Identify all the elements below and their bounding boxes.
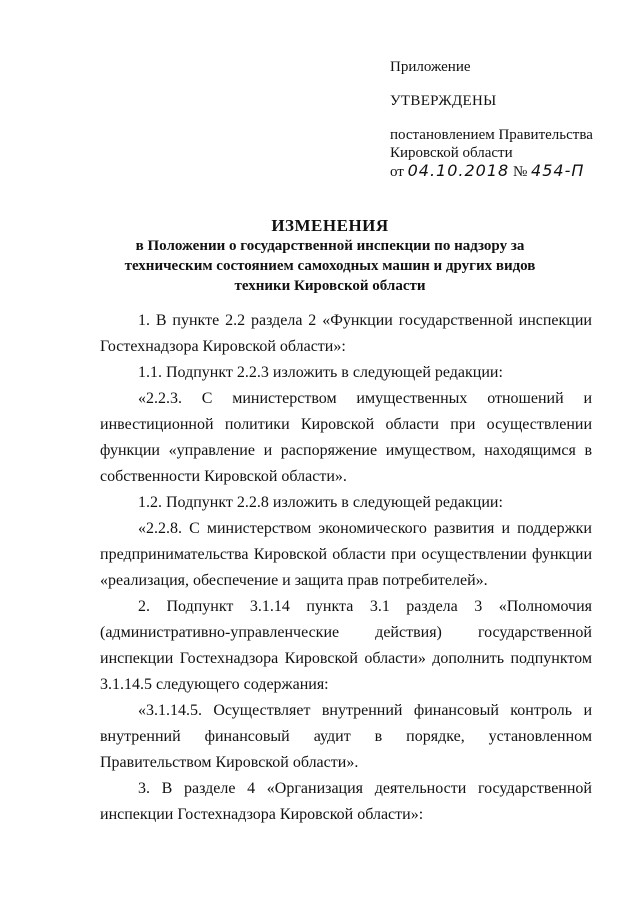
paragraph-2-2-8: «2.2.8. С министерством экономического развития и поддержки предпринимательства Кировской области при осуществлении функции «реализация, обеспечение и защита прав потребителей». xyxy=(100,520,592,589)
heading-subtitle-line-1: в Положении о государственной инспекции по надзору за xyxy=(135,238,525,254)
document-body xyxy=(100,308,592,828)
handwritten-number: 454-П xyxy=(531,161,585,180)
paragraph-2-2-3: «2.2.3. С министерством имущественных отношений и инвестиционной политики Кировской области при осуществлении функции «управление и распоряжение имуществом, находящимся в собственности Кировской области». xyxy=(100,390,592,485)
heading-subtitle-line-2: техническим состоянием самоходных машин и других видов xyxy=(124,258,536,274)
approved-label: УТВЕРЖДЕНЫ xyxy=(390,93,497,109)
document-heading xyxy=(110,216,550,296)
resolution-date-line xyxy=(390,162,630,181)
paragraph-1: 1. В пункте 2.2 раздела 2 «Функции государственной инспекции Гостехнадзора Кировской области»: xyxy=(100,312,592,355)
heading-subtitle-line-3: техники Кировской области xyxy=(234,278,426,294)
handwritten-date: 04.10.2018 xyxy=(407,161,510,180)
resolution-line-2: Кировской области xyxy=(390,145,513,161)
paragraph-1-1: 1.1. Подпункт 2.2.3 изложить в следующей редакции: xyxy=(138,364,503,381)
date-prefix: от xyxy=(390,164,404,180)
resolution-line-1: постановлением Правительства xyxy=(390,127,593,143)
paragraph-3: 3. В разделе 4 «Организация деятельности государственной инспекции Гостехнадзора Кировской области»: xyxy=(100,780,592,823)
paragraph-2: 2. Подпункт 3.1.14 пункта 3.1 раздела 3 «Полномочия (административно-управленческие действия) государственной инспекции Гостехнадзора Кировской области» дополнить подпунктом 3.1.14.5 следующего содержания: xyxy=(100,598,592,693)
paragraph-3-1-14-5: «3.1.14.5. Осуществляет внутренний финансовый контроль и внутренний финансовый аудит в порядке, установленном Правительством Кировской области». xyxy=(100,702,592,771)
number-sign: № xyxy=(512,164,528,180)
appendix-label: Приложение xyxy=(390,59,471,75)
approval-block xyxy=(390,58,630,181)
paragraph-1-2: 1.2. Подпункт 2.2.8 изложить в следующей редакции: xyxy=(138,494,503,511)
heading-title: ИЗМЕНЕНИЯ xyxy=(271,216,389,235)
